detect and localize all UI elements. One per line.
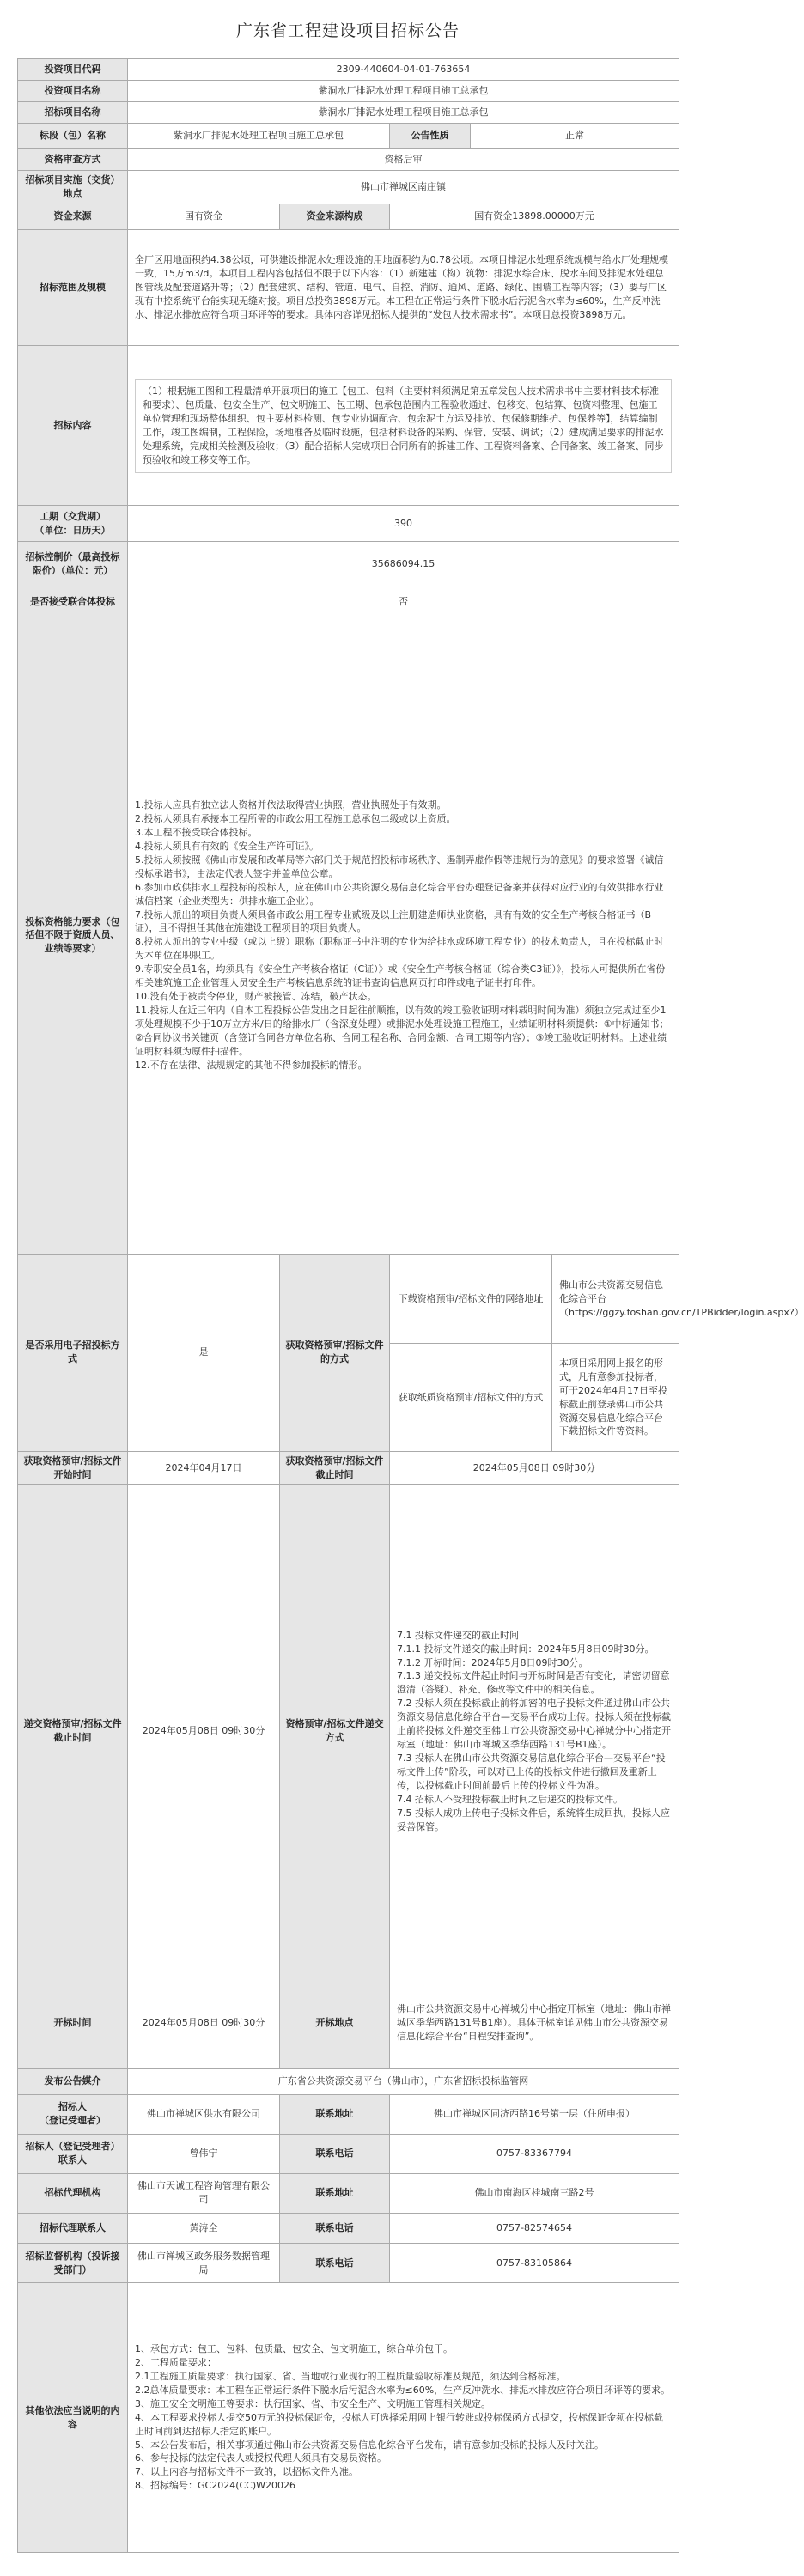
other-label: 其他依法应当说明的内容 [18, 2283, 128, 2553]
project-name-label: 投资项目名称 [18, 81, 128, 102]
submit-way-label: 资格预审/招标文件递交方式 [280, 1485, 390, 1978]
public-type-value: 正常 [471, 124, 679, 149]
agent-phone-label: 联系电话 [280, 2213, 390, 2244]
row-control-price [18, 542, 679, 586]
publish-label: 发布公告媒介 [18, 2068, 128, 2094]
period-value: 390 [128, 506, 679, 542]
e-download-value[interactable]: 佛山市公共资源交易信息化综合平台（https://ggzy.foshan.gov.cn/TPBidder/login.aspx?） [552, 1254, 679, 1344]
section-value: 紫洞水厂排泥水处理工程项目施工总承包 [128, 124, 390, 149]
tender-project-label: 招标项目名称 [18, 102, 128, 124]
agent-contact-value: 黄涛全 [128, 2213, 280, 2244]
tender-phone-value: 0757-83367794 [390, 2134, 679, 2173]
supervisor-label: 招标监督机构（投诉接受部门） [18, 2244, 128, 2283]
public-type-label: 公告性质 [390, 124, 471, 149]
tenderer-address-value: 佛山市禅城区同济西路16号第一层（住所申报） [390, 2094, 679, 2134]
row-period [18, 506, 679, 542]
page-title: 广东省工程建设项目招标公告 [235, 21, 460, 40]
row-tender-contact [18, 2134, 679, 2173]
fund-source-label: 资金来源 [18, 204, 128, 229]
row-location [18, 170, 679, 204]
row-tender-project [18, 102, 679, 124]
agent-address-value: 佛山市南海区桂城南三路2号 [390, 2173, 679, 2213]
row-get-time [18, 1451, 679, 1485]
tenderer-value: 佛山市禅城区供水有限公司 [128, 2094, 280, 2134]
electronic-label: 是否采用电子招投标方式 [18, 1254, 128, 1451]
get-start-value: 2024年04月17日 [128, 1451, 280, 1485]
location-label: 招标项目实施（交货）地点 [18, 170, 128, 204]
row-qualification [18, 617, 679, 1254]
other-text: 1、承包方式：包工、包料、包质量、包安全、包文明施工，综合单价包干。 2、工程质量要求： 2.1工程施工质量要求：执行国家、省、当地或行业现行的工程质量验收标准及规范，须达到合格标准。 2.2总体质量要求：本工程在正常运行条件下脱水后污泥含水率为≤60%，生产反冲洗水、排泥水排放应符合项目环评等的要求。 3、施工安全文明施工等要求：执行国家、省、市安全生产、文明施工管理相关规定。 4、本工程要求投标人提交50万元的投标保证金，投标人可选择采用网上银行转账或投标保函方式提交，投标保证金须在投标截止时间前到达招标人指定的账户。 5、本公告发布后，相关事项通过佛山市公共资源交易信息化综合平台发布，请有意参加投标的投标人及时关注。 6、参与投标的法定代表人或授权代理人须具有交易员资格。 7、以上内容与招标文件不一致的，以招标文件为准。 8、招标编号：GC2024(CC)W20026 [135, 2342, 671, 2492]
submit-value: 2024年05月08日 09时30分 [128, 1485, 280, 1978]
tender-announcement-table [17, 58, 804, 2553]
row-fund [18, 204, 679, 229]
supervisor-value: 佛山市禅城区政务服务数据管理局 [128, 2244, 280, 2283]
row-section [18, 124, 679, 149]
row-electronic-download [18, 1254, 679, 1344]
row-opening [18, 1978, 679, 2069]
project-code-value: 2309-440604-04-01-763654 [128, 59, 679, 81]
submit-label: 递交资格预审/招标文件截止时间 [18, 1485, 128, 1978]
fund-structure-label: 资金来源构成 [280, 204, 390, 229]
scope-label: 招标范围及规模 [18, 229, 128, 346]
paper-label: 获取纸质资格预审/招标文件的方式 [390, 1344, 552, 1451]
paper-value: 本项目采用网上报名的形式，凡有意参加投标者，可于2024年4月17日至投标截止前登录佛山市公共资源交易信息化综合平台下载招标文件等资料。 [552, 1344, 679, 1451]
row-submit [18, 1485, 679, 1978]
joint-value: 否 [128, 586, 679, 617]
row-agent [18, 2173, 679, 2213]
opening-time-label: 开标时间 [18, 1978, 128, 2069]
tenderer-label: 招标人 （登记受理者） [18, 2094, 128, 2134]
publish-value: 广东省公共资源交易平台（佛山市），广东省招标投标监管网 [128, 2068, 679, 2094]
tender-contact-value: 曾伟宁 [128, 2134, 280, 2173]
opening-time-value: 2024年05月08日 09时30分 [128, 1978, 280, 2069]
agent-phone-value: 0757-82574654 [390, 2213, 679, 2244]
row-agent-contact [18, 2213, 679, 2244]
fund-source-value: 国有资金 [128, 204, 280, 229]
get-way-label: 获取资格预审/招标文件的方式 [280, 1254, 390, 1451]
project-name-value: 紫洞水厂排泥水处理工程项目施工总承包 [128, 81, 679, 102]
content-text: （1）根据施工图和工程量清单开展项目的施工【包工、包料（主要材料须满足第五章发包人技术需求书中主要材料技术标准和要求）、包质量、包安全生产、包文明施工、包工期、包承包范围内工程验收通过、包移交、包结算、包资料整理、包施工单位管理和现场整体组织、包主要材料检测、包专业协调配合、包余泥土方运及排放、包保修期维护、包保养等】，结算编制工作，竣工图编制，工程保险，场地准备及临时设施，包括材料设备的采购、保管、安装、调试；（2）建成满足要求的排泥水处理系统，完成相关检测及验收；（3）配合招标人完成项目合同所有的拆建工作、工程资料备案、合同备案、竣工备案、同步预验收和竣工移交等工作。 [135, 379, 672, 473]
supervisor-phone-label: 联系电话 [280, 2244, 390, 2283]
tender-contact-label: 招标人（登记受理者）联系人 [18, 2134, 128, 2173]
row-tenderer [18, 2094, 679, 2134]
row-project-code [18, 59, 679, 81]
qualification-text: 1.投标人应具有独立法人资格并依法取得营业执照，营业执照处于有效期。 2.投标人须具有承接本工程所需的市政公用工程施工总承包二级或以上资质。 3.本工程不接受联合体投标。 4.投标人须具有有效的《安全生产许可证》。 5.投标人须按照《佛山市发展和改革局等六部门关于规范招投标市场秩序、遏制弄虚作假等违规行为的意见》的要求签署《诚信投标承诺书》，由法定代表人签字并盖单位公章。 6.参加市政供排水工程投标的投标人，应在佛山市公共资源交易信息化综合平台办理登记备案并获得对应行业的有效供排水行业诚信档案（企业类型为：供排水施工企业）。 7.投标人派出的项目负责人须具备市政公用工程专业贰级及以上注册建造师执业资格，具有有效的安全生产考核合格证书（B证），且不得担任其他在施建设工程项目的项目负责人。 8.投标人派出的专业中级（或以上级）职称（职称证书中注明的专业为给排水或环境工程专业）的技术负责人，且在投标截止时为本单位在职职工。 9.专职安全员1名，均须具有《安全生产考核合格证（C证）》或《安全生产考核合格证（综合类C3证）》，投标人可提供所在省份相关建筑施工企业管理人员安全生产考核信息系统的证书查询信息网页打印件或电子证书打印件。 10.没有处于被责令停业，财产被接管、冻结，破产状态。 11.投标人在近三年内（自本工程投标公告发出之日起往前顺推，以有效的竣工验收证明材料载明时间为准）须独立完成过至少1项处理规模不少于10万立方米/日的给排水厂（含深度处理）或排泥水处理设施工程施工，业绩证明材料须提供：①中标通知书；②合同协议书关键页（含签订合同各方单位名称、合同工程名称、合同金额、合同工期等内容）；③竣工验收证明材料。上述业绩证明材料须为原件扫描件。 12.不存在法律、法规规定的其他不得参加投标的情形。 [135, 799, 669, 1071]
submit-way-text: 7.1 投标文件递交的截止时间 7.1.1 投标文件递交的截止时间：2024年5月8日09时30分。 7.1.2 开标时间：2024年5月8日09时30分。 7.1.3 递交投标文件起止时间与开标时间是否有变化，请密切留意澄清（答疑）、补充、修改等文件中的相关信息。 7.2 投标人须在投标截止前将加密的电子投标文件通过佛山市公共资源交易信息化综合平台—交易平台成功上传。投标人须在投标截止前将投标文件递交至佛山市公共资源交易中心禅城分中心指定开标室（地址：佛山市禅城区季华西路131号B1座）。 7.3 投标人在佛山市公共资源交易信息化综合平台—交易平台“投标文件上传”阶段，可以对已上传的投标文件进行撤回及重新上传，以投标截止时间前最后上传的投标文件为准。 7.4 招标人不受理投标截止时间之后递交的投标文件。 7.5 投标人成功上传电子投标文件后，系统将生成回执，投标人应妥善保管。 [397, 1629, 671, 1832]
content-label: 招标内容 [18, 346, 128, 506]
control-price-label: 招标控制价（最高投标限价）（单位：元） [18, 542, 128, 586]
agent-contact-label: 招标代理联系人 [18, 2213, 128, 2244]
location-value: 佛山市禅城区南庄镇 [128, 170, 679, 204]
qualification-label: 投标资格能力要求（包括但不限于资质人员、业绩等要求） [18, 617, 128, 1254]
row-project-name [18, 81, 679, 102]
opening-place-label: 开标地点 [280, 1978, 390, 2069]
opening-place-value: 佛山市公共资源交易中心禅城分中心指定开标室（地址：佛山市禅城区季华西路131号B1座）。具体开标室详见佛山市公共资源交易信息化综合平台“日程安排查询”。 [390, 1978, 679, 2069]
section-label: 标段（包）名称 [18, 124, 128, 149]
row-publish [18, 2068, 679, 2094]
agent-label: 招标代理机构 [18, 2173, 128, 2213]
row-other [18, 2283, 679, 2553]
row-scope [18, 229, 679, 346]
row-joint [18, 586, 679, 617]
control-price-value: 35686094.15 [128, 542, 679, 586]
row-supervisor [18, 2244, 679, 2283]
period-label: 工期（交货期） （单位：日历天） [18, 506, 128, 542]
tenderer-address-label: 联系地址 [280, 2094, 390, 2134]
row-review [18, 149, 679, 170]
tender-phone-label: 联系电话 [280, 2134, 390, 2173]
get-end-label: 获取资格预审/招标文件截止时间 [280, 1451, 390, 1485]
scope-text: 全厂区用地面积约4.38公顷，可供建设排泥水处理设施的用地面积约为0.78公顷。本项目排泥水处理系统规模与给水厂处理规模一致，15万m3/d。本项目工程内容包括但不限于以下内容：（1）新建建（构）筑物：排泥水综合床、脱水车间及排泥水处理总图管线及配套道路升等；（2）配套建筑、结构、管道、电气、自控、消防、通风、道路、绿化、围墙工程等内容；（3）要与厂区现有中控系统平台能实现无缝对接。项目总投资3898万元。本工程在正常运行条件下脱水后污泥含水率为≤60%，生产反冲洗水、排泥水排放应符合项目环评等的要求。具体内容详见招标人提供的“发包人技术需求书”。本项目总投资3898万元。 [135, 254, 668, 320]
e-download-label: 下载资格预审/招标文件的网络地址 [390, 1254, 552, 1344]
get-end-value: 2024年05月08日 09时30分 [390, 1451, 679, 1485]
joint-label: 是否接受联合体投标 [18, 586, 128, 617]
review-value: 资格后审 [128, 149, 679, 170]
review-label: 资格审查方式 [18, 149, 128, 170]
get-start-label: 获取资格预审/招标文件开始时间 [18, 1451, 128, 1485]
tender-project-value: 紫洞水厂排泥水处理工程项目施工总承包 [128, 102, 679, 124]
fund-structure-value: 国有资金13898.00000万元 [390, 204, 679, 229]
project-code-label: 投资项目代码 [18, 59, 128, 81]
agent-value: 佛山市天诚工程咨询管理有限公司 [128, 2173, 280, 2213]
row-content [18, 346, 679, 506]
agent-address-label: 联系地址 [280, 2173, 390, 2213]
supervisor-phone-value: 0757-83105864 [390, 2244, 679, 2283]
electronic-value: 是 [128, 1254, 280, 1451]
